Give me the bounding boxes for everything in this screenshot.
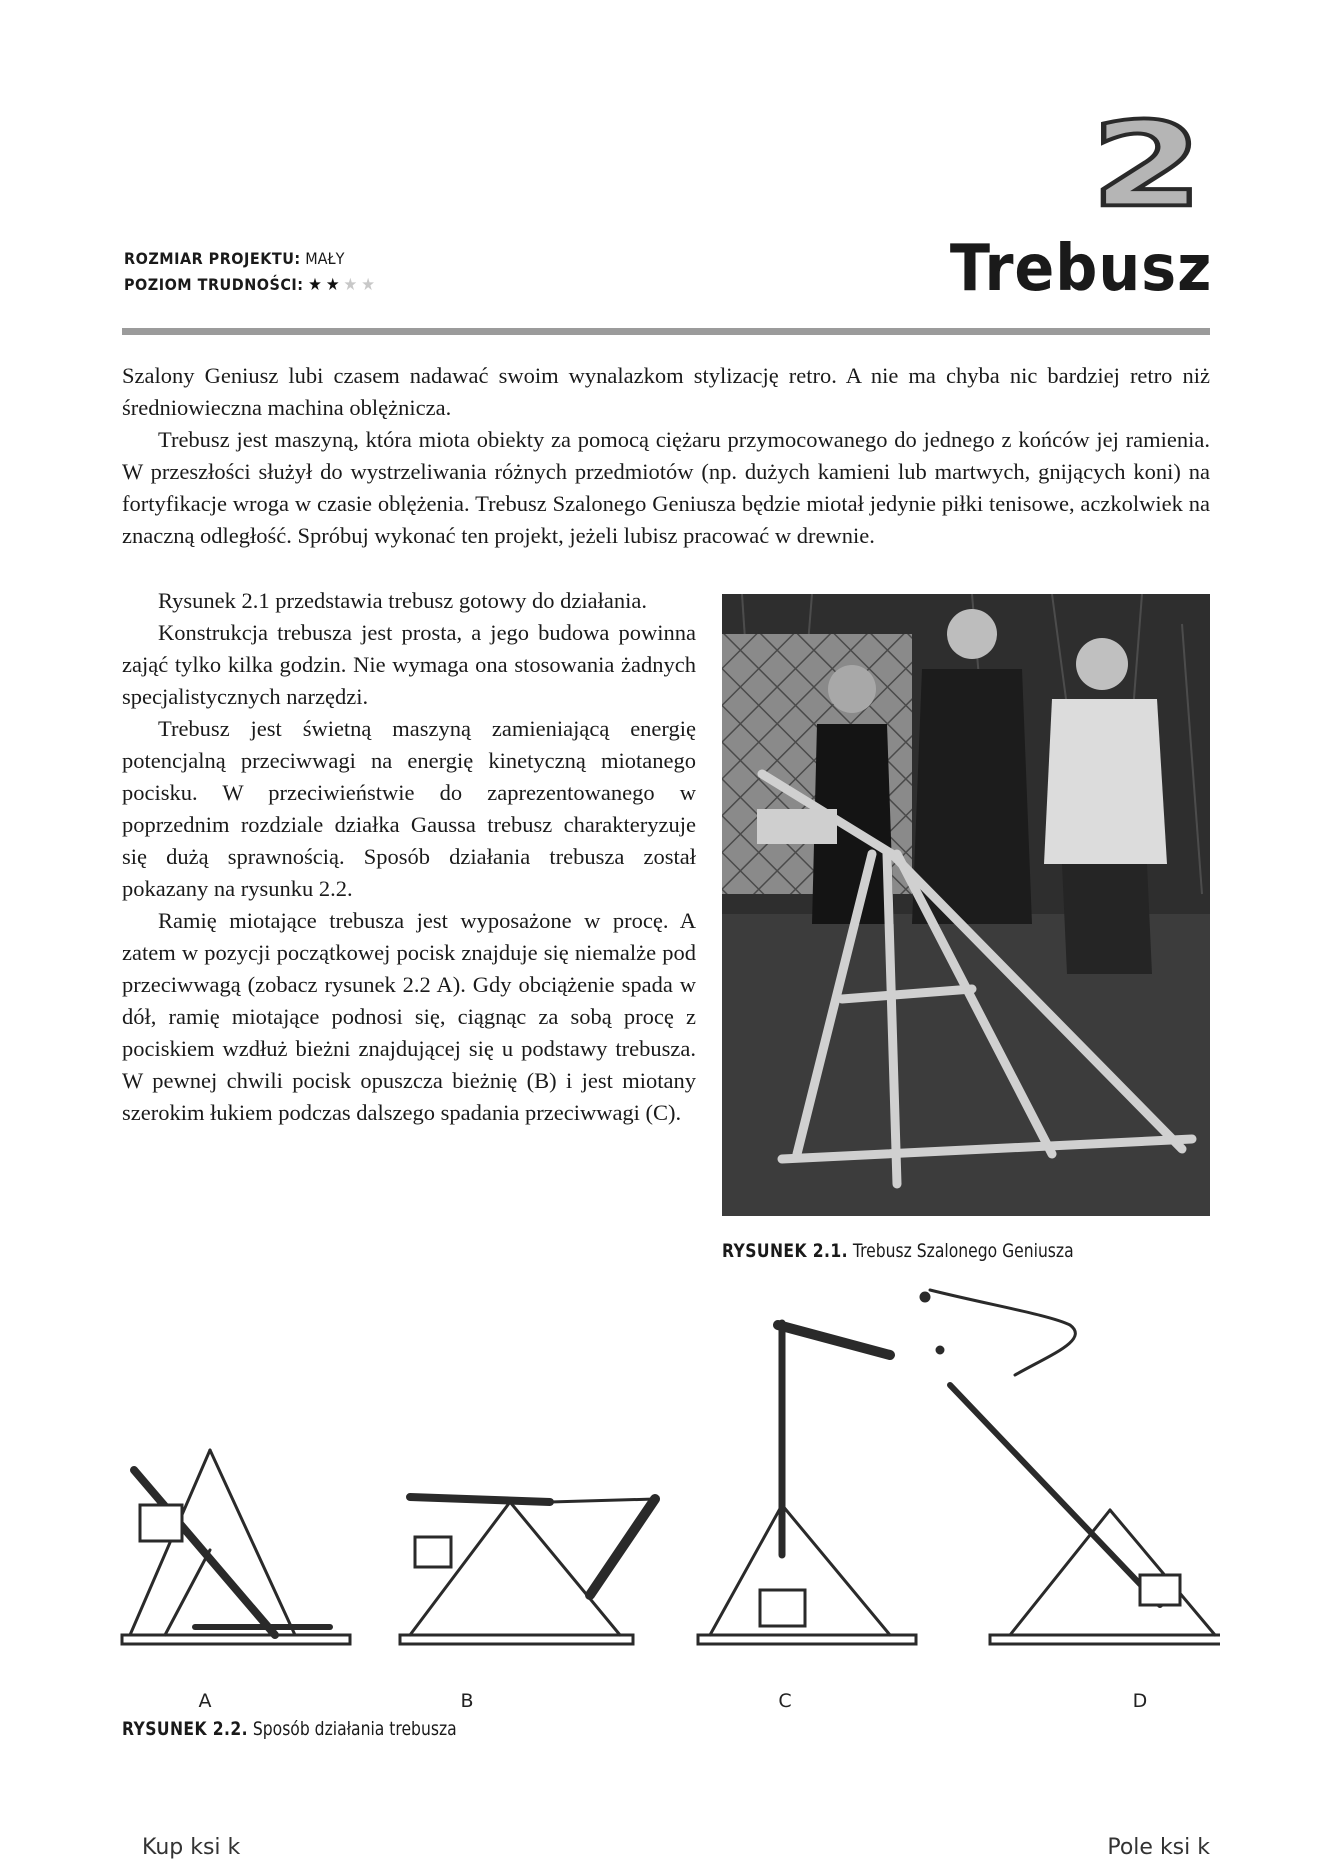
project-size-row <box>124 246 379 272</box>
stage-b-drawing <box>400 1497 655 1644</box>
stage-label-d: D <box>1132 1690 1148 1712</box>
chapter-title: Trebusz <box>949 232 1212 306</box>
project-size-value: MAŁY <box>305 249 345 268</box>
trebuchet-photo <box>722 594 1210 1216</box>
star-icon-filled: ★ <box>308 275 326 295</box>
stage-c-drawing <box>698 1323 916 1644</box>
stage-label-a: A <box>198 1690 212 1712</box>
figure-1-caption <box>722 1240 1074 1262</box>
difficulty-row <box>124 272 379 298</box>
trebuchet-stages-diagram <box>110 1285 1220 1725</box>
footer-buy-link[interactable]: Kup ksi k <box>142 1835 241 1860</box>
intro-text <box>122 360 1210 552</box>
column-text <box>122 585 696 1129</box>
paragraph: Trebusz jest maszyną, która miota obiekty za pomocą ciężaru przymocowanego do jednego z końców jej ramienia. W przeszłości służył do wystrzeliwania różnych przedmiotów (np. dużych kamieni lub martwych, gnijących koni) na fortyfikacje wroga w czasie oblężenia. Trebusz Szalonego Geniusza będzie miotał jedynie piłki tenisowe, aczkolwiek na znaczną odległość. Spróbuj wykonać ten projekt, jeżeli lubisz pracować w drewnie. <box>122 427 1210 548</box>
difficulty-rating <box>308 275 379 295</box>
figure-2-text: Sposób działania trebusza <box>252 1718 457 1740</box>
stage-a-drawing <box>122 1450 350 1644</box>
chapter-number <box>1080 100 1215 220</box>
footer-recommend-link[interactable]: Pole ksi k <box>1107 1835 1210 1860</box>
project-meta <box>124 246 379 298</box>
star-icon-empty: ★ <box>361 275 379 295</box>
star-icon-empty: ★ <box>343 275 362 295</box>
figure-1-label: RYSUNEK 2.1. <box>722 1240 848 1262</box>
paragraph: Rysunek 2.1 przedstawia trebusz gotowy do działania. <box>158 588 647 613</box>
project-size-label: ROZMIAR PROJEKTU: <box>124 249 301 268</box>
star-icon-filled: ★ <box>325 275 344 295</box>
stage-label-b: B <box>460 1690 474 1712</box>
header-divider <box>122 328 1210 335</box>
stage-d-drawing <box>930 1290 1220 1644</box>
paragraph: Trebusz jest świetną maszyną zamieniającą energię potencjalną przeciwwagi na energię kinetyczną miotanego pocisku. W przeciwieństwie do zaprezentowanego w poprzednim rozdziale działka Gaussa trebusz charakteryzuje się dużą sprawnością. Sposób działania trebusza został pokazany na rysunku 2.2. <box>122 716 696 901</box>
paragraph: Konstrukcja trebusza jest prosta, a jego budowa powinna zająć tylko kilka godzin. Nie wymaga ona stosowania żadnych specjalistycznych narzędzi. <box>122 620 696 709</box>
chapter-number-text: 2 <box>1090 100 1204 220</box>
figure-2-caption <box>122 1718 457 1740</box>
difficulty-label: POZIOM TRUDNOŚCI: <box>124 275 304 294</box>
paragraph: Ramię miotające trebusza jest wyposażone w procę. A zatem w pozycji początkowej pocisk znajduje się niemalże pod przeciwwagą (zobacz rysunek 2.2 A). Gdy obciążenie spada w dół, ramię miotające podnosi się, ciągnąc za sobą procę z pociskiem wzdłuż bieżni znajdującej się u podstawy trebusza. W pewnej chwili pocisk opuszcza bieżnię (B) i jest miotany szerokim łukiem podczas dalszego spadania przeciwwagi (C). <box>122 908 696 1125</box>
figure-1-text: Trebusz Szalonego Geniusza <box>852 1240 1074 1262</box>
paragraph: Szalony Geniusz lubi czasem nadawać swoim wynalazkom stylizację retro. A nie ma chyba nic bardziej retro niż średniowieczna machina oblężnicza. <box>122 363 1210 420</box>
figure-2-label: RYSUNEK 2.2. <box>122 1718 248 1740</box>
stage-label-c: C <box>778 1690 792 1712</box>
